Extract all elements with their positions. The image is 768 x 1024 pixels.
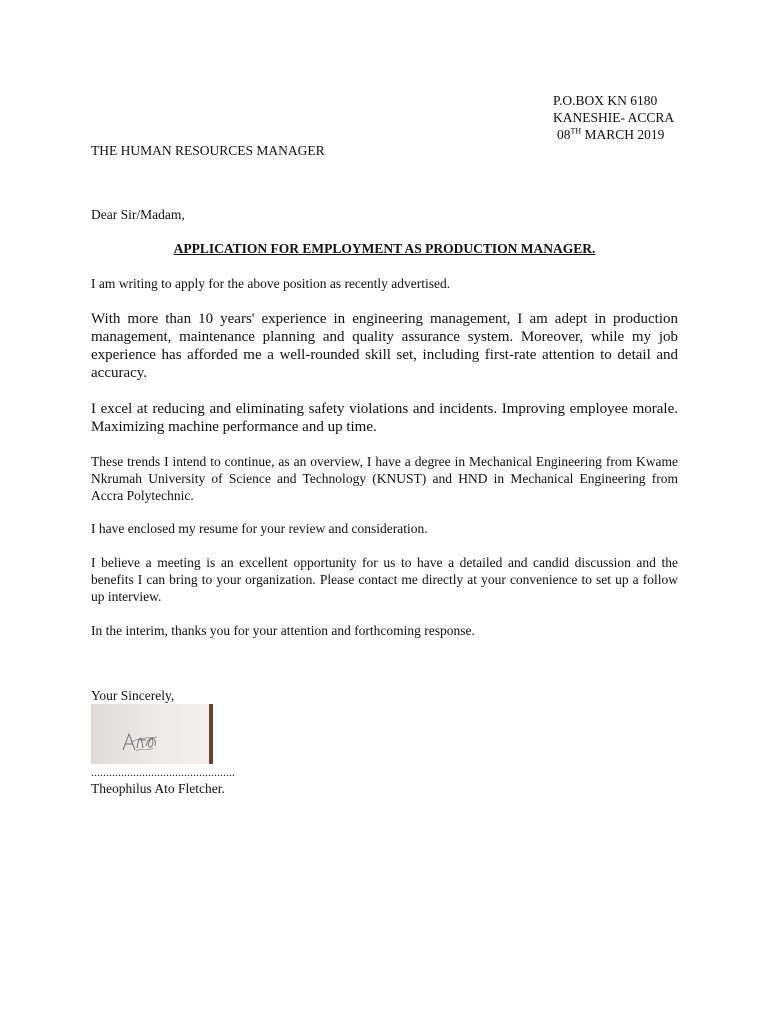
paragraph-strengths: I excel at reducing and eliminating safety violations and incidents. Improving employee morale. Maximizing machine performance and up time. (91, 401, 678, 435)
signature-line: ................................................ (91, 765, 235, 779)
closing: Your Sincerely, (91, 688, 175, 703)
paragraph-intro: I am writing to apply for the above position as recently advertised. (91, 276, 451, 291)
paragraph-meeting: I believe a meeting is an excellent opportunity for us to have a detailed and candid discussion and the benefits I can bring to your organization. Please contact me directly at your convenience to set up a follow up interview. (91, 555, 678, 604)
address-line-2: KANESHIE- ACCRA (553, 110, 675, 125)
signature-image (91, 704, 213, 764)
salutation: Dear Sir/Madam, (91, 207, 185, 222)
date-suffix: TH (570, 126, 582, 136)
paragraph-education: These trends I intend to continue, as an overview, I have a degree in Mechanical Engineering from Kwame Nkrumah University of Science and Technology (KNUST) and HND in Mechanical Engineering from Accra Polytechnic. (91, 454, 678, 503)
paragraph-experience: With more than 10 years' experience in engineering management, I am adept in production management, maintenance planning and quality assurance system. Moreover, while my job experience has afforded me a well-rounded skill set, including first-rate attention to detail and accuracy. (91, 311, 678, 381)
handwritten-signature (91, 704, 213, 764)
date-day: 08 (557, 127, 571, 142)
subject-line: APPLICATION FOR EMPLOYMENT AS PRODUCTION MANAGER. (173, 241, 596, 256)
signature-image-edge (209, 704, 213, 764)
sender-address (553, 92, 674, 143)
paragraph-resume: I have enclosed my resume for your review and consideration. (91, 521, 428, 536)
paragraph-closing-remark: In the interim, thanks you for your attention and forthcoming response. (91, 623, 475, 638)
date-month-year: MARCH 2019 (581, 127, 665, 142)
letter-date (553, 126, 674, 143)
recipient: THE HUMAN RESOURCES MANAGER (91, 143, 325, 158)
address-line-1: P.O.BOX KN 6180 (553, 93, 658, 108)
signer-name: Theophilus Ato Fletcher. (91, 781, 225, 796)
